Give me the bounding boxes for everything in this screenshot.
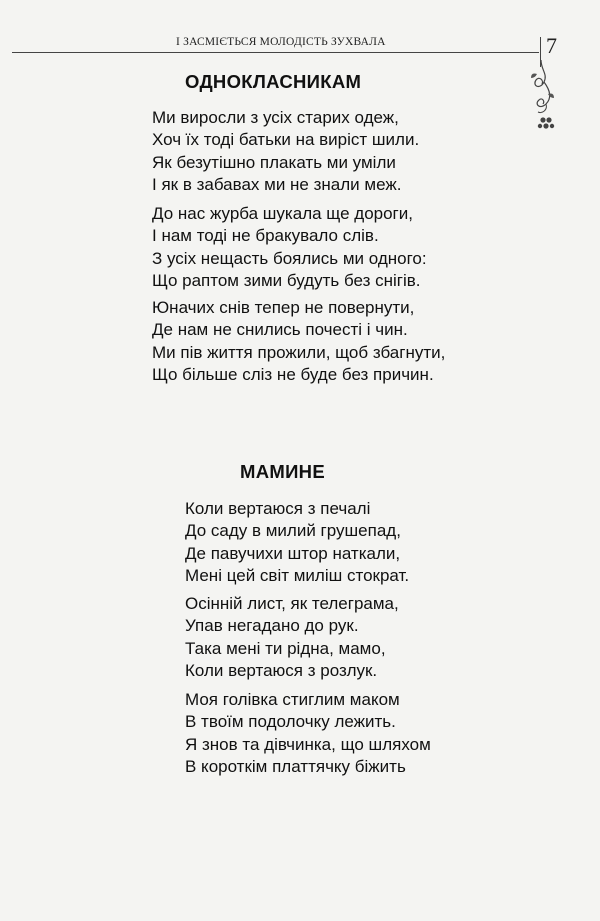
- page-number: 7: [546, 33, 557, 58]
- verse-line: Юначих снів тепер не повернути,: [152, 298, 415, 317]
- verse-line: Така мені ти рідна, мамо,: [185, 638, 386, 658]
- verse-line: Я знов та дівчинка, що шляхом: [185, 734, 431, 754]
- verse-line: Коли вертаюся з печалі: [185, 499, 371, 518]
- verse-line: І як в забавах ми не знали меж.: [152, 174, 402, 194]
- poem-1-stanza-1: [152, 107, 419, 196]
- verse-line: Де нам не снились почесті і чин.: [152, 320, 408, 340]
- verse-line: Як безутішно плакать ми уміли: [152, 152, 396, 172]
- poem-2-stanza-3: [185, 689, 431, 778]
- verse-line: Осінній лист, як телеграма,: [185, 594, 399, 613]
- running-header-title: І ЗАСМІЄТЬСЯ МОЛОДІСТЬ ЗУХВАЛА: [176, 36, 386, 48]
- verse-line: Що раптом зими будуть без снігів.: [152, 270, 421, 290]
- verse-line: В короткім платтячку біжить: [185, 756, 406, 776]
- verse-line: Що більше сліз не буде без причин.: [152, 364, 434, 384]
- floral-vine-ornament-icon: [528, 60, 558, 136]
- poem-2-stanza-2: [185, 593, 399, 682]
- verse-line: Ми виросли з усіх старих одеж,: [152, 108, 399, 127]
- verse-line: Упав негадано до рук.: [185, 616, 359, 636]
- verse-line: Хоч їх тоді батьки на виріст шили.: [152, 130, 420, 150]
- verse-line: Мені цей світ миліш стократ.: [185, 565, 410, 585]
- poem-title-odnoklasnykam: ОДНОКЛАСНИКАМ: [185, 71, 362, 92]
- header-rule: [12, 52, 539, 53]
- poem-title-mamyne: МАМИНЕ: [240, 461, 325, 482]
- verse-line: До нас журба шукала ще дороги,: [152, 204, 413, 223]
- poem-1-stanza-2: [152, 203, 427, 292]
- verse-line: Де павучихи штор наткали,: [185, 543, 401, 563]
- poem-2-stanza-1: [185, 498, 409, 587]
- verse-line: Моя голівка стиглим маком: [185, 690, 400, 709]
- verse-line: В твоїм подолочку лежить.: [185, 712, 396, 732]
- verse-line: До саду в милий грушепад,: [185, 521, 401, 541]
- verse-line: Ми пів життя прожили, щоб збагнути,: [152, 342, 446, 362]
- verse-line: Коли вертаюся з розлук.: [185, 660, 378, 680]
- poem-1-stanza-3: [152, 297, 445, 386]
- verse-line: З усіх нещасть боялись ми одного:: [152, 248, 427, 268]
- verse-line: І нам тоді не бракувало слів.: [152, 226, 379, 246]
